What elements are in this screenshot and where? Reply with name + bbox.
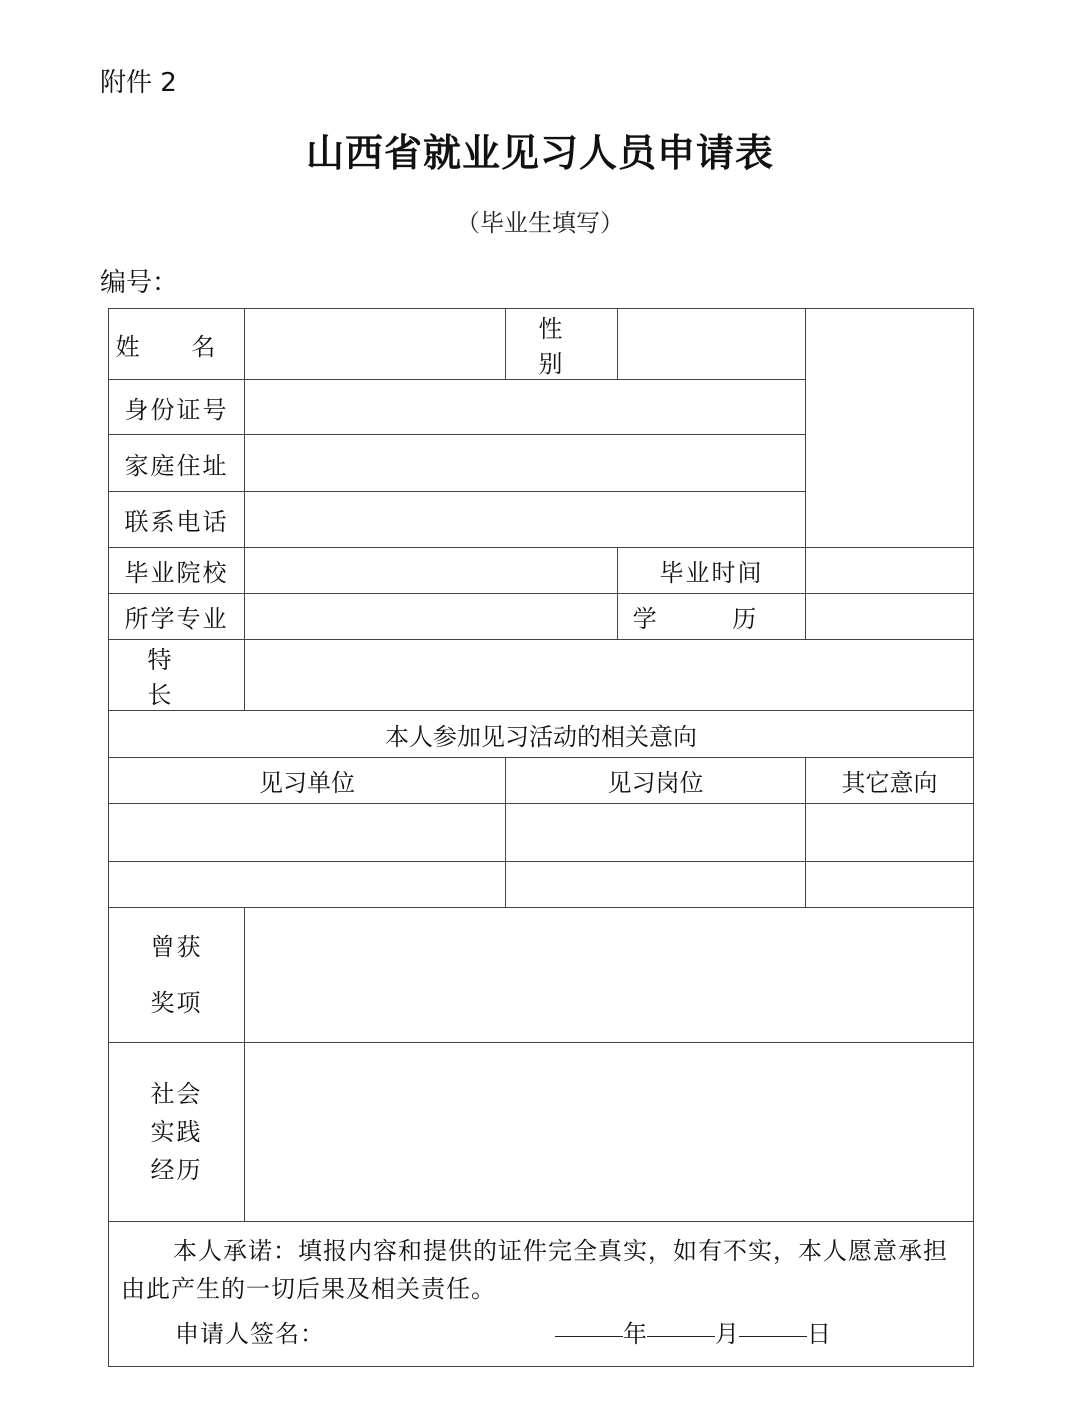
name-label: 姓 名 xyxy=(109,309,245,380)
serial-number-label: 编号： xyxy=(100,268,179,298)
pledge-text: 本人承诺：填报内容和提供的证件完全真实，如有不实，本人愿意承担由此产生的一切后果及相关责任。 xyxy=(121,1237,948,1303)
awards-input[interactable] xyxy=(245,908,974,1043)
gender-label: 性 别 xyxy=(506,309,618,380)
day-label: 日 xyxy=(807,1320,831,1348)
year-blank[interactable] xyxy=(555,1314,623,1337)
social-practice-label xyxy=(109,1043,245,1222)
school-label: 毕业院校 xyxy=(109,548,245,594)
signature-line xyxy=(121,1314,963,1354)
intent-other-input-1[interactable] xyxy=(806,804,974,862)
attachment-label: 附件 2 xyxy=(100,68,177,98)
awards-label xyxy=(109,908,245,1043)
phone-input[interactable] xyxy=(245,492,806,548)
intent-unit-input-1[interactable] xyxy=(109,804,506,862)
social-practice-line-2: 实践 xyxy=(150,1118,203,1146)
form-title: 山西省就业见习人员申请表 xyxy=(305,130,774,175)
major-input[interactable] xyxy=(245,594,618,640)
intent-position-input-1[interactable] xyxy=(506,804,806,862)
intent-column-unit: 见习单位 xyxy=(109,758,506,804)
name-input[interactable] xyxy=(245,309,506,380)
day-blank[interactable] xyxy=(739,1314,807,1337)
awards-label-line-1: 曾获 xyxy=(150,933,203,961)
intent-column-other: 其它意向 xyxy=(806,758,974,804)
photo-box[interactable] xyxy=(806,309,974,548)
social-practice-line-1: 社会 xyxy=(150,1080,203,1108)
education-input[interactable] xyxy=(806,594,974,640)
specialty-input[interactable] xyxy=(245,640,974,711)
gender-input[interactable] xyxy=(618,309,806,380)
phone-label: 联系电话 xyxy=(109,492,245,548)
social-practice-line-3: 经历 xyxy=(150,1156,203,1184)
id-number-input[interactable] xyxy=(245,380,806,435)
form-subtitle: （毕业生填写） xyxy=(456,209,624,237)
home-address-input[interactable] xyxy=(245,435,806,492)
month-blank[interactable] xyxy=(647,1314,715,1337)
intent-section-heading: 本人参加见习活动的相关意向 xyxy=(109,711,974,758)
pledge-section xyxy=(109,1222,974,1367)
awards-label-line-2: 奖项 xyxy=(150,989,203,1017)
intent-position-input-2[interactable] xyxy=(506,862,806,908)
intent-column-position: 见习岗位 xyxy=(506,758,806,804)
major-label: 所学专业 xyxy=(109,594,245,640)
social-practice-input[interactable] xyxy=(245,1043,974,1222)
intent-unit-input-2[interactable] xyxy=(109,862,506,908)
id-number-label: 身份证号 xyxy=(109,380,245,435)
home-address-label: 家庭住址 xyxy=(109,435,245,492)
education-label: 学 历 xyxy=(618,594,806,640)
application-form-table xyxy=(108,308,974,1367)
specialty-label: 特 长 xyxy=(109,640,245,711)
school-input[interactable] xyxy=(245,548,618,594)
year-label: 年 xyxy=(623,1320,647,1348)
grad-time-label: 毕业时间 xyxy=(618,548,806,594)
month-label: 月 xyxy=(715,1320,739,1348)
signature-label: 申请人签名： xyxy=(175,1320,325,1348)
grad-time-input[interactable] xyxy=(806,548,974,594)
intent-other-input-2[interactable] xyxy=(806,862,974,908)
